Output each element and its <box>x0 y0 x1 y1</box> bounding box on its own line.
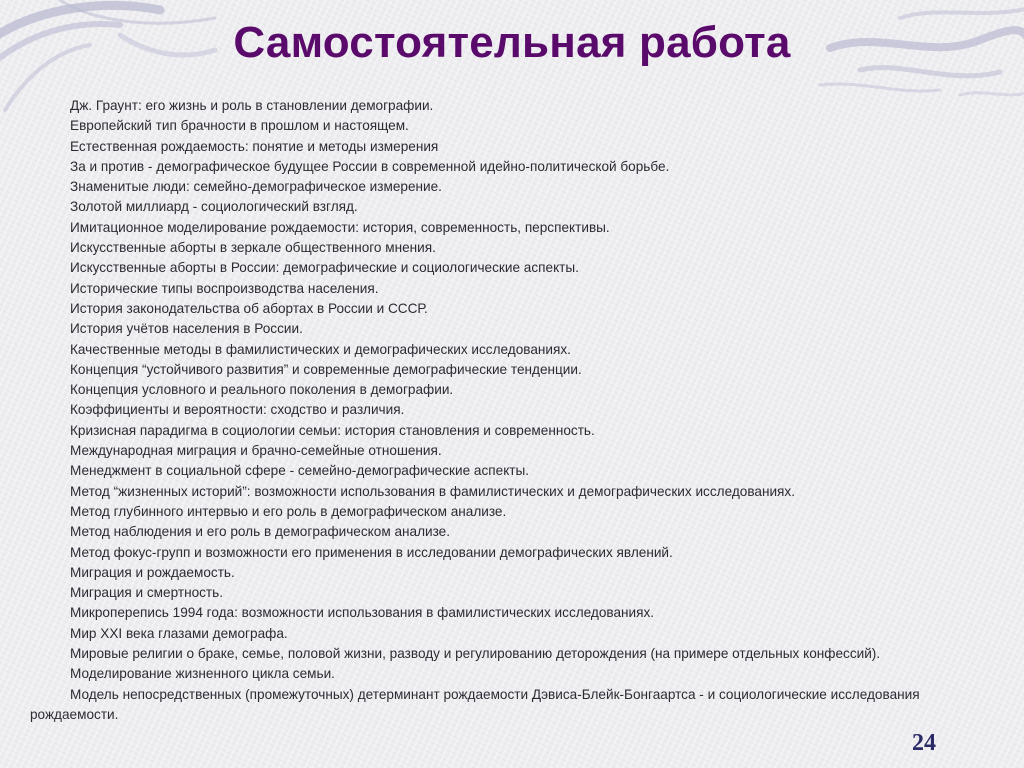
list-item: Метод наблюдения и его роль в демографическом анализе. <box>70 524 451 540</box>
list-item: Метод фокус-групп и возможности его применения в исследовании демографических явлений. <box>70 544 673 560</box>
list-item: Качественные методы в фамилистических и демографических исследованиях. <box>70 341 571 357</box>
page-number: 24 <box>912 730 936 756</box>
list-item: Модель непосредственных (промежуточных) детерминант рождаемости Дэвиса-Блейк-Бонгаартса - и социологические исследования рождаемости. <box>30 686 920 722</box>
topic-list <box>30 96 995 725</box>
list-item: Метод глубинного интервью и его роль в демографическом анализе. <box>70 503 507 519</box>
list-item: Естественная рождаемость: понятие и методы измерения <box>70 138 439 154</box>
list-item: Микроперепись 1994 года: возможности использования в фамилистических исследованиях. <box>70 605 655 621</box>
list-item: Миграция и рождаемость. <box>70 564 235 580</box>
list-item: Европейский тип брачности в прошлом и настоящем. <box>70 118 409 134</box>
list-item: История законодательства об абортах в России и СССР. <box>70 300 428 316</box>
list-item: Менеджмент в социальной сфере - семейно-демографические аспекты. <box>70 463 530 479</box>
list-item: Метод “жизненных историй”: возможности использования в фамилистических и демографических исследованиях. <box>70 483 795 499</box>
list-item: Исторические типы воспроизводства населения. <box>70 280 379 296</box>
list-item: Концепция “устойчивого развития” и современные демографические тенденции. <box>70 361 582 377</box>
list-item: Моделирование жизненного цикла семьи. <box>70 666 335 682</box>
slide-title: Самостоятельная работа <box>233 18 791 67</box>
list-item: История учётов населения в России. <box>70 321 303 337</box>
list-item: Знаменитые люди: семейно-демографическое измерение. <box>70 179 442 195</box>
list-item: Искусственные аборты в России: демографические и социологические аспекты. <box>70 260 579 276</box>
list-item: Концепция условного и реального поколения в демографии. <box>70 382 454 398</box>
list-item: Дж. Граунт: его жизнь и роль в становлении демографии. <box>70 98 434 113</box>
list-item: Кризисная парадигма в социологии семьи: история становления и современность. <box>70 422 595 438</box>
list-item: Коэффициенты и вероятности: сходство и различия. <box>70 402 405 418</box>
list-item: За и против - демографическое будущее России в современной идейно-политической борьбе. <box>70 158 670 174</box>
list-item: Мир XXI века глазами демографа. <box>70 625 288 641</box>
list-item: Мировые религии о браке, семье, половой жизни, разводу и регулированию деторождения (на примере отдельных конфессий). <box>70 646 881 662</box>
list-item: Международная миграция и брачно-семейные отношения. <box>70 443 442 459</box>
list-item: Миграция и смертность. <box>70 585 224 601</box>
list-item: Искусственные аборты в зеркале общественного мнения. <box>70 240 436 256</box>
list-item: Имитационное моделирование рождаемости: история, современность, перспективы. <box>70 219 610 235</box>
list-item: Золотой миллиард - социологический взгляд. <box>70 199 358 215</box>
